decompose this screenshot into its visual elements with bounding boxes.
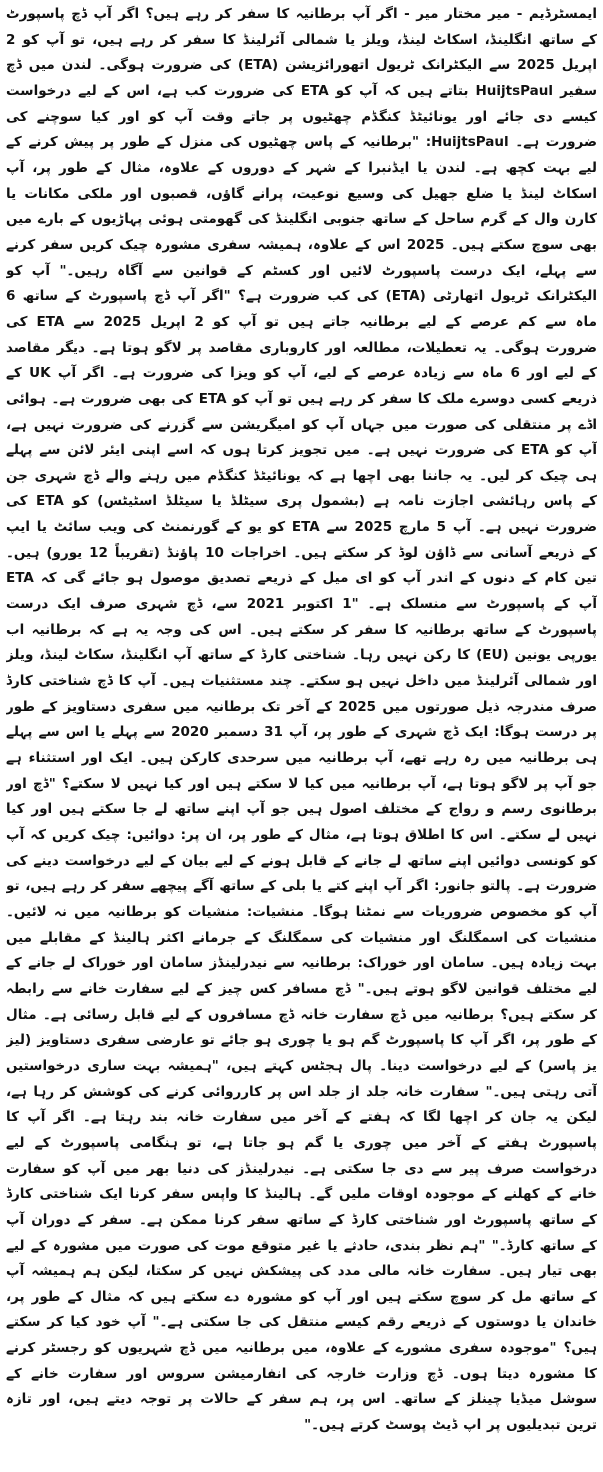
news-article [6,2,597,1468]
article-body-text: ایمسٹرڈیم - میر مختار میر - اگر آپ برطانیہ کا سفر کر رہے ہیں؟ اگر آپ ڈچ پاسپورٹ کے ساتھ انگلینڈ، اسکاٹ لینڈ، ویلز یا شمالی آئرلینڈ کا سفر کر رہے ہیں، تو آپ کو 2 اپریل 2025 سے الیکٹرانک ٹریول اتھورائزیشن (ETA) کی ضرورت ہوگی۔ لندن میں ڈچ سفیر HuijtsPaul بتاتے ہیں کہ آپ کو ETA کی ضرورت کب ہے، اس کے لیے درخواست کیسے دی جائے اور یونائیٹڈ کنگڈم چھٹیوں پر جاتے وقت آپ کو اور کیا سوچنے کی ضرورت ہے۔ HuijtsPaul: "برطانیہ کے پاس چھٹیوں کی منزل کے طور پر پیش کرنے کے لیے بہت کچھ ہے۔ لندن یا ایڈنبرا کے شہر کے دوروں کے علاوہ، مثال کے طور پر، آپ اسکاٹ لینڈ یا ضلع جھیل کی وسیع نوعیت، پرانے گاؤں، قصبوں اور ملکی مکانات یا کارن وال کے گرم ساحل کے ساتھ جنوبی انگلینڈ کی گھومتی ہوئی پہاڑیوں کے بارے میں بھی سوچ سکتے ہیں۔ 2025 اس کے علاوہ، ہمیشہ سفری مشورہ چیک کریں سفر کرنے سے پہلے، ایک درست پاسپورٹ لائیں اور کسٹم کے قوانین سے آگاہ رہیں۔" آپ کو الیکٹرانک ٹریول اتھارٹی (ETA) کی کب ضرورت ہے؟ "اگر آپ ڈچ پاسپورٹ کے ساتھ 6 ماہ سے کم عرصے کے لیے برطانیہ جاتے ہیں تو آپ کو 2 اپریل 2025 سے ETA کی ضرورت ہوگی۔ یہ تعطیلات، مطالعہ اور کاروباری مقاصد پر لاگو ہوتا ہے۔ دیگر مقاصد کے لیے اور 6 ماہ سے زیادہ عرصے کے لیے، آپ کو ویزا کی ضرورت ہے۔ اگر آپ UK کے ذریعے کسی دوسرے ملک کا سفر کر رہے ہیں تو آپ کو ETA کی بھی ضرورت ہے۔ ہوائی اڈے پر منتقلی کی صورت میں جہاں آپ کو امیگریشن سے گزرنے کی ضرورت نہیں ہے، آپ کو ETA کی ضرورت نہیں ہے۔ میں تجویز کرتا ہوں کہ اسے اپنی ایئر لائن سے پہلے ہی چیک کر لیں۔ یہ جاننا بھی اچھا ہے کہ یونائیٹڈ کنگڈم میں رہنے والے ڈچ شہری جن کے پاس رہائشی اجازت نامہ ہے (بشمول پری سیٹلڈ یا سیٹلڈ اسٹیٹس) کو ETA کی ضرورت نہیں ہے۔ آپ 5 مارچ 2025 سے ETA کو یو کے گورنمنٹ کی ویب سائٹ یا ایپ کے ذریعے آسانی سے ڈاؤن لوڈ کر سکتے ہیں۔ اخراجات 10 پاؤنڈ (تقریباً 12 یورو) ہیں۔ تین کام کے دنوں کے اندر آپ کو ای میل کے ذریعے تصدیق موصول ہو جائے گی کہ ETA آپ کے پاسپورٹ سے منسلک ہے۔ "1 اکتوبر 2021 سے، ڈچ شہری صرف ایک درست پاسپورٹ کے ساتھ برطانیہ کا سفر کر سکتے ہیں۔ اس کی وجہ یہ ہے کہ برطانیہ اب یورپی یونین (EU) کا رکن نہیں رہا۔ شناختی کارڈ کے ساتھ آپ انگلینڈ، سکاٹ لینڈ، ویلز اور شمالی آئرلینڈ میں داخل نہیں ہو سکتے۔ چند مستثنیات ہیں۔ آپ کا ڈچ شناختی کارڈ صرف مندرجہ ذیل صورتوں میں 2025 کے آخر تک برطانیہ میں سفری دستاویز کے طور پر درست ہوگا: ایک ڈچ شہری کے طور پر، آپ 31 دسمبر 2020 سے پہلے یا اس سے پہلے ہی برطانیہ میں رہ رہے تھے، آپ برطانیہ میں سرحدی کارکن ہیں۔ ایک اور استثناء ہے جو آپ پر لاگو ہوتا ہے، آپ برطانیہ میں کیا لا سکتے ہیں اور کیا نہیں لا سکتے؟ "ڈچ اور برطانوی رسم و رواج کے مختلف اصول ہیں جو آپ اپنے ساتھ لے جا سکتے ہیں اور کیا نہیں لے سکتے۔ اس کا اطلاق ہوتا ہے، مثال کے طور پر، ان پر: دوائیں: چیک کریں کہ آپ کو کونسی دوائیں اپنے ساتھ لے جانے کے قابل ہونے کے لیے بیان کے لیے درخواست دینے کی ضرورت ہے۔ پالتو جانور: اگر آپ اپنے کتے یا بلی کے ساتھ آگے پیچھے سفر کر رہے ہیں، تو آپ کو مخصوص ضروریات سے نمٹنا ہوگا۔ منشیات: منشیات کو برطانیہ میں نہ لائیں۔ منشیات کی اسمگلنگ اور منشیات کی سمگلنگ کے جرمانے اکثر ہالینڈ کے مقابلے میں بہت زیادہ ہیں۔ سامان اور خوراک: برطانیہ سے نیدرلینڈز سامان اور خوراک لے جانے کے لیے مختلف قوانین لاگو ہوتے ہیں۔" ڈچ مسافر کس چیز کے لیے سفارت خانے سے رابطہ کر سکتے ہیں؟ برطانیہ میں ڈچ سفارت خانہ ڈچ مسافروں کے لیے قابل رسائی ہے۔ مثال کے طور پر، اگر آپ کا پاسپورٹ گم ہو یا چوری ہو جائے تو عارضی سفری دستاویز (لیز یز پاسر) کے لیے درخواست دینا۔ پال ہجٹس کہتے ہیں، "ہمیشہ بہت ساری درخواستیں آتی رہتی ہیں۔" سفارت خانہ جلد از جلد اس پر کارروائی کرنے کی کوشش کر رہا ہے، لیکن یہ جان کر اچھا لگا کہ ہفتے کے آخر میں سفارت خانہ بند رہتا ہے۔ اگر آپ کا پاسپورٹ ہفتے کے آخر میں چوری یا گم ہو جاتا ہے، تو ہنگامی پاسپورٹ کے لیے درخواست صرف پیر سے دی جا سکتی ہے۔ نیدرلینڈز کی دنیا بھر میں آپ کو سفارت خانے کے کھلنے کے موجودہ اوقات ملیں گے۔ ہالینڈ کا واپس سفر کرنا ایک شناختی کارڈ کے ساتھ پاسپورٹ اور شناختی کارڈ کے ساتھ سفر کرنا ممکن ہے۔ سفر کے دوران آپ کے ساتھ کارڈ۔" "ہم نظر بندی، حادثے یا غیر متوقع موت کی صورت میں مشورہ کے لیے بھی تیار ہیں۔ سفارت خانہ مالی مدد کی پیشکش نہیں کر سکتا، لیکن ہم ہمیشہ آپ کے ساتھ مل کر سوچ سکتے ہیں اور آپ کو مشورہ دے سکتے ہیں کہ مثال کے طور پر، خاندان یا دوستوں کے ذریعے رقم کیسے منتقل کی جا سکتی ہے۔" آپ خود کیا کر سکتے ہیں؟ "موجودہ سفری مشورے کے علاوہ، میں برطانیہ میں ڈچ شہریوں کو رجسٹر کرنے کا مشورہ دیتا ہوں۔ ڈچ وزارت خارجہ کی انفارمیشن سروس اور سفارت خانے کے سوشل میڈیا چینلز کے ساتھ۔ اس پر، ہم سفر کے حالات پر توجہ دیتے ہیں، اور تازہ ترین تبدیلیوں پر اپ ڈیٹ پوسٹ کرتے ہیں۔" [6,6,597,1434]
